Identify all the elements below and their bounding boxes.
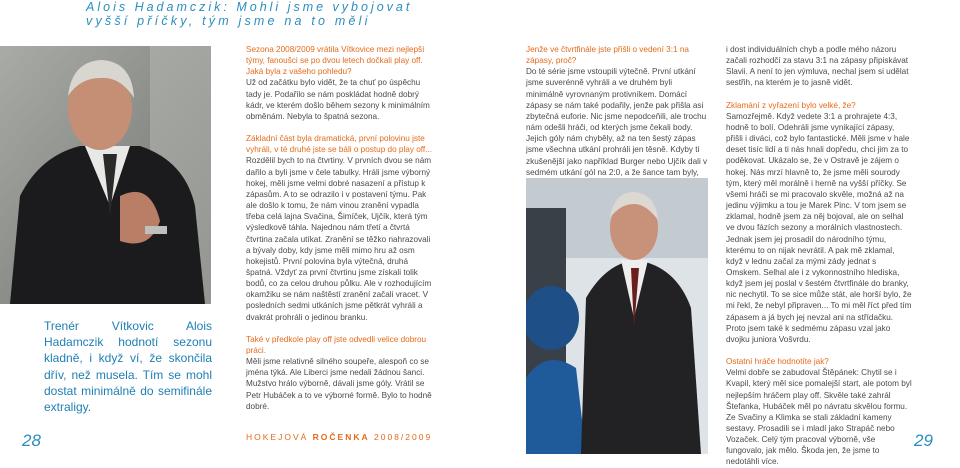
footer-post: 2008/2009 (369, 432, 433, 442)
publication-footer (246, 432, 432, 442)
interview-question: Ostatní hráče hodnotíte jak? (726, 357, 829, 367)
interview-answer: i dost individuálních chyb a podle mého názoru začali rozhodčí za stavu 3:1 na zápasy připiskávat Slavii. A není to jen výmluva, nechal jsem si udělat sestřih, na kterém je to jasně vidět. (726, 45, 909, 88)
page-number-left: 28 (22, 431, 41, 450)
headline-line-2: vyšší příčky, tým jsme na to měli (86, 14, 371, 28)
footer-bold: ROČENKA (312, 432, 370, 442)
interview-answer: Už od začátku bylo vidět, že ta chuť po úspěchu tady je. Podařilo se nám poskládat hodně dobrý kádr, ve kterém došlo během sezony k minimálním obměnám. Nebyla to špatná sezona. (246, 78, 430, 121)
interview-question: Základní část byla dramatická, první polovinu jste vyhráli, v té druhé jste se báli o postup do play off... (246, 134, 432, 155)
interview-answer: Do té série jsme vstoupili výtečně. První utkání jsme suverénně vyhráli a ve druhém byli minimálně vyrovnaným protivníkem. Domácí zápasy se nám také podařily, jenže pak přišla asi zbytečná euforie. Nic jsme nepodceňili, ale trochu nám odešli hráči, od kterých jsme čekali body. Jejich góly nám chyběly, až na ten šestý zápas jsme všechna utkání prohráli jen těsně. Kdyby ti zkušenější jako například Burger nebo Ujčík dali v sedmém utkání gól na 2:0, a že šance tam byly, (526, 67, 708, 177)
interview-question: Zklamání z vyřazení bylo velké, že? (726, 100, 856, 110)
coach-photo (0, 46, 211, 304)
coach-rink-image (526, 178, 708, 454)
headline-line-1: Alois Hadamczik: Mohli jsme vybojovat (86, 0, 413, 14)
photo-caption: Trenér Vítkovic Alois Hadamczik hodnotí sezonu kladně, i když ví, že skončila dřív, než musela. Tím se mohl dostat minimálně do semifinále extraligy. (44, 319, 212, 415)
page-number-right: 29 (914, 431, 933, 450)
interview-question: Také v předkole play off jste odvedli velice dobrou práci. (246, 334, 427, 355)
article-column-1 (246, 44, 432, 412)
interview-answer: Rozdělil bych to na čtvrtiny. V prvních dvou se nám dařilo a byli jsme v čele tabulky. Hráli jsme výborný hokej, měli jsme velmi dobré nasazení a přístup k zápasům. A to se odrazilo i v postavení týmu. Pak ale došlo k tomu, že nám vinou zranění vypadla třeba celá lajna Svačina, Šimíček, Ujčík, která tým výsledkově táhla. Najednou nám třetí a čtvrtá čtvrtina začala utíkat. Zranění se těžko nahrazovali a bývaly doby, kdy jsme měli mimo hru až osm hokejistů. První polovina byla výtečná, druhá špatná. Vždyť za první čtvrtinu jsme získali tolik bodů, co za celou druhou půlku. Ale v rozhodujícím okamžiku se nám naštěstí zranění začali vracet. V posledních sedmi utkáních jsme pětkrát vyhráli a dvakrát prohráli o jedinou branku. (246, 156, 432, 322)
coach-rink-photo (526, 178, 708, 454)
footer-pre: HOKEJOVÁ (246, 432, 313, 442)
article-header (86, 0, 946, 28)
coach-portrait-image (0, 46, 211, 304)
interview-question: Jenže ve čtvrtfinále jste přišli o vedení 3:1 na zápasy, proč? (526, 45, 689, 66)
interview-question: Sezona 2008/2009 vrátila Vítkovice mezi nejlepší týmy, fanoušci se po dvou letech dočkali play off. Jaká byla z vašeho pohledu? (246, 45, 425, 77)
article-column-3 (726, 44, 912, 468)
interview-answer: Samozřejmě. Když vedete 3:1 a prohrajete 4:3, hodně to bolí. Odehráli jsme vynikající zápasy, přišli i diváci, což bylo fantastické. Měli jsme v hale deset tisíc lidí a ti nás hnali dopředu, chci jim za to poděkovat. Ukázalo se, že v Ostravě je zájem o hokej. Nás mrzí hlavně to, že jsme měli sourody tým, který měl morálně i herně na vyšší příčky. Se všemi hráči se mi pracovalo skvěle, možná až na jedinu výjimku a tou je Marek Pinc. V tom jsem se zklamal, hodně jsem za něj bojoval, ale on selhal ve dvou fázích sezony a morálních vlastnostech. Jednak jsem jej prosadil do národního týmu, kterému to on nijak nevrátil. A pak mě zklamal, když v lednu začal za mými zády jednat s Omskem. Selhal ale i z vykonnostního hlediska, když jsem jej poslal v šestém čtvrtfinále do branky, nic nechytil. To se sice může stát, ale horší bylo, že mi řekl, že nebyl připraven... To mi měl říct před tím zápasem a já bych jej nevzal ani na střídačku. Proto jsem také k sedmému zápasu vzal jako dvojku juniora Vošvrdu. (726, 111, 912, 344)
article-column-2 (526, 44, 710, 200)
interview-answer: Velmi dobře se zabudoval Štěpánek: Chytil se i Kvapil, který měl sice pomalejší start, ale potom byl nejlepším hráčem play off. Skvěle také zahrál Štefanka, Hubáček měl po návratu skvělou formu. Ze Svačiny a Klimka se stali základní kameny sestavy. Prosadili se i mladí jako Strapáč nebo Vozaček. Celý tým pracoval výborně, vše fungovalo, jak mělo. Škoda jen, že jsme to nedotáhli více. (726, 368, 912, 467)
interview-answer: Měli jsme relativně silného soupeře, alespoň co se jména týká. Ale Liberci jsme nedali žádnou šanci. Mužstvo hrálo výborně, dávali jsme góly. Vrátil se Petr Hubáček a to ve výborné formě. Bylo to hodně dobré. (246, 357, 432, 411)
